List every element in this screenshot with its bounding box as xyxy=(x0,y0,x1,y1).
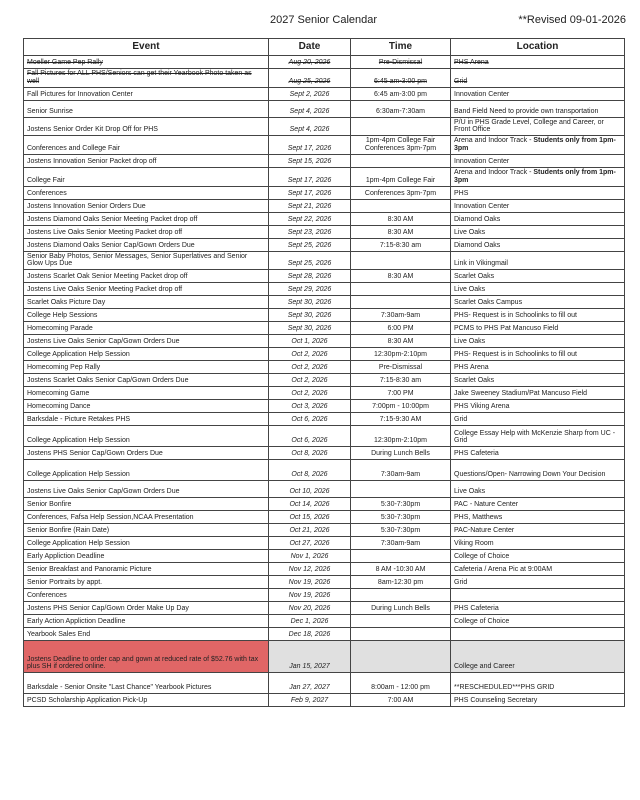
time-cell xyxy=(351,589,451,602)
location-cell: Live Oaks xyxy=(451,283,625,296)
event-cell: Jostens PHS Senior Cap/Gown Orders Due xyxy=(24,447,269,460)
event-cell: Jostens Senior Order Kit Drop Off for PHS xyxy=(24,117,269,136)
revised-date: **Revised 09-01-2026 xyxy=(518,14,626,26)
event-cell: Jostens Scarlet Oaks Senior Cap/Gown Orders Due xyxy=(24,374,269,387)
table-row xyxy=(24,251,625,270)
table-row xyxy=(24,296,625,309)
date-cell: Sept 21, 2026 xyxy=(269,199,351,212)
date-cell: Dec 18, 2026 xyxy=(269,628,351,641)
table-row xyxy=(24,87,625,100)
location-cell: Innovation Center xyxy=(451,154,625,167)
location-cell xyxy=(451,589,625,602)
time-cell xyxy=(351,296,451,309)
time-cell: During Lunch Bells xyxy=(351,447,451,460)
table-row xyxy=(24,374,625,387)
event-cell: Senior Breakfast and Panoramic Picture xyxy=(24,563,269,576)
date-cell: Oct 2, 2026 xyxy=(269,361,351,374)
location-cell: Innovation Center xyxy=(451,199,625,212)
date-cell: Aug 20, 2026 xyxy=(269,56,351,69)
date-cell: Oct 2, 2026 xyxy=(269,374,351,387)
table-row xyxy=(24,69,625,88)
time-cell: 8:30 AM xyxy=(351,335,451,348)
time-cell: Pre-Dismissal xyxy=(351,56,451,69)
time-cell xyxy=(351,550,451,563)
location-cell: Viking Room xyxy=(451,537,625,550)
location-cell: Live Oaks xyxy=(451,225,625,238)
date-cell: Feb 9, 2027 xyxy=(269,694,351,707)
event-cell: Homecoming Dance xyxy=(24,400,269,413)
event-cell: College Fair xyxy=(24,167,269,186)
table-row xyxy=(24,615,625,628)
event-cell: College Application Help Session xyxy=(24,460,269,481)
time-cell xyxy=(351,615,451,628)
location-note: Students only from 1pm-3pm xyxy=(454,137,616,153)
date-cell: Oct 6, 2026 xyxy=(269,426,351,447)
location-column-header: Location xyxy=(451,39,625,56)
date-cell: Oct 3, 2026 xyxy=(269,400,351,413)
time-cell xyxy=(351,154,451,167)
time-cell: 7:15-8:30 am xyxy=(351,238,451,251)
location-cell: Scarlet Oaks Campus xyxy=(451,296,625,309)
event-cell: PCSD Scholarship Application Pick-Up xyxy=(24,694,269,707)
event-cell: Jostens Live Oaks Senior Cap/Gown Orders Due xyxy=(24,481,269,498)
date-cell: Sept 29, 2026 xyxy=(269,283,351,296)
time-cell: 1pm-4pm College Fair Conferences 3pm-7pm xyxy=(351,136,451,155)
time-cell: 8:30 AM xyxy=(351,225,451,238)
table-row xyxy=(24,481,625,498)
time-cell: 6:45 am-3:00 pm xyxy=(351,87,451,100)
time-cell xyxy=(351,481,451,498)
event-cell: Jostens Live Oaks Senior Cap/Gown Orders Due xyxy=(24,335,269,348)
event-column-header: Event xyxy=(24,39,269,56)
time-cell xyxy=(351,628,451,641)
date-cell: Sept 25, 2026 xyxy=(269,251,351,270)
table-row xyxy=(24,167,625,186)
time-cell: Pre-Dismissal xyxy=(351,361,451,374)
location-cell: Live Oaks xyxy=(451,335,625,348)
event-cell: Senior Sunrise xyxy=(24,100,269,117)
time-cell: 8:00am - 12:00 pm xyxy=(351,673,451,694)
time-cell: 7:15-9:30 AM xyxy=(351,413,451,426)
time-cell: 6:45 am-3:00 pm xyxy=(351,69,451,88)
time-cell xyxy=(351,117,451,136)
event-cell: College Application Help Session xyxy=(24,348,269,361)
table-row xyxy=(24,136,625,155)
table-row xyxy=(24,335,625,348)
time-cell: 12:30pm-2:10pm xyxy=(351,426,451,447)
table-row xyxy=(24,673,625,694)
date-cell: Oct 2, 2026 xyxy=(269,387,351,400)
date-cell: Nov 12, 2026 xyxy=(269,563,351,576)
location-cell: Live Oaks xyxy=(451,481,625,498)
table-row xyxy=(24,117,625,136)
table-row xyxy=(24,589,625,602)
time-column-header: Time xyxy=(351,39,451,56)
date-cell: Jan 27, 2027 xyxy=(269,673,351,694)
event-cell: Barksdale - Senior Onsite "Last Chance" Yearbook Pictures xyxy=(24,673,269,694)
table-row xyxy=(24,400,625,413)
time-cell xyxy=(351,251,451,270)
table-row xyxy=(24,387,625,400)
event-cell: Scarlet Oaks Picture Day xyxy=(24,296,269,309)
event-cell: Homecoming Game xyxy=(24,387,269,400)
date-cell: Oct 1, 2026 xyxy=(269,335,351,348)
time-cell: 7:00 PM xyxy=(351,387,451,400)
table-row xyxy=(24,498,625,511)
date-cell: Sept 25, 2026 xyxy=(269,238,351,251)
event-cell: Jostens Innovation Senior Packet drop off xyxy=(24,154,269,167)
table-row xyxy=(24,56,625,69)
event-cell: Jostens Diamond Oaks Senior Meeting Packet drop off xyxy=(24,212,269,225)
date-cell: Sept 4, 2026 xyxy=(269,117,351,136)
event-cell: Early Action Appliction Deadline xyxy=(24,615,269,628)
date-cell: Jan 15, 2027 xyxy=(269,641,351,673)
table-row xyxy=(24,154,625,167)
date-cell: Oct 21, 2026 xyxy=(269,524,351,537)
location-cell: Innovation Center xyxy=(451,87,625,100)
table-row xyxy=(24,100,625,117)
page-header xyxy=(0,14,640,30)
table-row xyxy=(24,563,625,576)
location-cell: PHS Viking Arena xyxy=(451,400,625,413)
location-cell: PHS Arena xyxy=(451,361,625,374)
location-cell: PHS xyxy=(451,186,625,199)
date-cell: Nov 1, 2026 xyxy=(269,550,351,563)
event-cell: Conferences xyxy=(24,186,269,199)
time-cell: 7:00pm - 10:00pm xyxy=(351,400,451,413)
location-cell: PHS- Request is in Schoolinks to fill out xyxy=(451,309,625,322)
event-cell: Conferences xyxy=(24,589,269,602)
table-row xyxy=(24,238,625,251)
location-cell: Grid xyxy=(451,576,625,589)
date-cell: Oct 8, 2026 xyxy=(269,447,351,460)
date-cell: Sept 4, 2026 xyxy=(269,100,351,117)
event-cell: Fall Pictures for Innovation Center xyxy=(24,87,269,100)
table-header-row xyxy=(24,39,625,56)
location-cell: Jake Sweeney Stadium/Pat Mancuso Field xyxy=(451,387,625,400)
date-cell: Sept 17, 2026 xyxy=(269,167,351,186)
event-cell: Senior Bonfire (Rain Date) xyxy=(24,524,269,537)
event-cell: Senior Portraits by appt. xyxy=(24,576,269,589)
location-cell: Diamond Oaks xyxy=(451,212,625,225)
date-cell: Sept 30, 2026 xyxy=(269,322,351,335)
location-cell: PHS, Matthews xyxy=(451,511,625,524)
date-cell: Dec 1, 2026 xyxy=(269,615,351,628)
location-cell: Band Field Need to provide own transportation xyxy=(451,100,625,117)
time-cell: 1pm-4pm College Fair xyxy=(351,167,451,186)
date-cell: Oct 14, 2026 xyxy=(269,498,351,511)
location-cell: Cafeteria / Arena Pic at 9:00AM xyxy=(451,563,625,576)
table-row xyxy=(24,361,625,374)
location-cell: Questions/Open- Narrowing Down Your Decision xyxy=(451,460,625,481)
date-cell: Sept 2, 2026 xyxy=(269,87,351,100)
time-cell: 6:30am-7:30am xyxy=(351,100,451,117)
location-note: Students only from 1pm-3pm xyxy=(454,168,616,184)
table-row xyxy=(24,602,625,615)
table-row xyxy=(24,550,625,563)
date-cell: Oct 27, 2026 xyxy=(269,537,351,550)
event-cell: Jostens PHS Senior Cap/Gown Order Make Up Day xyxy=(24,602,269,615)
time-cell: During Lunch Bells xyxy=(351,602,451,615)
time-cell: 5:30-7:30pm xyxy=(351,524,451,537)
event-cell: College Application Help Session xyxy=(24,537,269,550)
calendar-title: 2027 Senior Calendar xyxy=(270,14,378,26)
time-cell: 12:30pm-2:10pm xyxy=(351,348,451,361)
event-cell: Conferences and College Fair xyxy=(24,136,269,155)
location-cell: Grid xyxy=(451,69,625,88)
time-cell: 8:30 AM xyxy=(351,212,451,225)
table-row xyxy=(24,460,625,481)
location-cell: Scarlet Oaks xyxy=(451,374,625,387)
event-cell: Jostens Live Oaks Senior Meeting Packet drop off xyxy=(24,225,269,238)
location-cell: **RESCHEDULED***PHS GRID xyxy=(451,673,625,694)
event-cell: College Application Help Session xyxy=(24,426,269,447)
time-cell: 8 AM -10:30 AM xyxy=(351,563,451,576)
location-cell: College of Choice xyxy=(451,550,625,563)
time-cell: 6:00 PM xyxy=(351,322,451,335)
time-cell: 7:00 AM xyxy=(351,694,451,707)
senior-calendar-table xyxy=(23,38,625,707)
event-cell: Fall Pictures for ALL PHS/Seniors can get their Yearbook Photo taken as well xyxy=(24,69,269,88)
time-cell: 7:30am-9am xyxy=(351,309,451,322)
table-row xyxy=(24,283,625,296)
date-cell: Oct 8, 2026 xyxy=(269,460,351,481)
table-row xyxy=(24,186,625,199)
table-row xyxy=(24,447,625,460)
event-cell: Homecoming Parade xyxy=(24,322,269,335)
location-cell: Link in Vikingmail xyxy=(451,251,625,270)
location-cell xyxy=(451,167,625,186)
table-row xyxy=(24,348,625,361)
date-cell: Nov 20, 2026 xyxy=(269,602,351,615)
table-row xyxy=(24,694,625,707)
location-text: Arena and Indoor Track - xyxy=(454,137,534,145)
calendar-body xyxy=(24,56,625,707)
location-cell: Grid xyxy=(451,413,625,426)
date-cell: Sept 30, 2026 xyxy=(269,296,351,309)
time-cell: 7:15-8:30 am xyxy=(351,374,451,387)
time-cell: 8am-12:30 pm xyxy=(351,576,451,589)
table-row xyxy=(24,309,625,322)
time-cell: 5:30-7:30pm xyxy=(351,498,451,511)
date-cell: Sept 28, 2026 xyxy=(269,270,351,283)
table-row xyxy=(24,322,625,335)
event-cell: Barksdale - Picture Retakes PHS xyxy=(24,413,269,426)
date-cell: Oct 2, 2026 xyxy=(269,348,351,361)
table-row xyxy=(24,212,625,225)
location-cell: PHS Arena xyxy=(451,56,625,69)
event-cell: Conferences, Fafsa Help Session,NCAA Presentation xyxy=(24,511,269,524)
table-row xyxy=(24,413,625,426)
location-cell: PCMS to PHS Pat Mancuso Field xyxy=(451,322,625,335)
time-cell: 8:30 AM xyxy=(351,270,451,283)
date-cell: Sept 23, 2026 xyxy=(269,225,351,238)
time-cell: 7:30am-9am xyxy=(351,537,451,550)
date-cell: Oct 15, 2026 xyxy=(269,511,351,524)
date-cell: Sept 22, 2026 xyxy=(269,212,351,225)
location-cell: PHS- Request is in Schoolinks to fill out xyxy=(451,348,625,361)
date-cell: Sept 17, 2026 xyxy=(269,186,351,199)
date-column-header: Date xyxy=(269,39,351,56)
time-cell xyxy=(351,283,451,296)
location-cell xyxy=(451,136,625,155)
table-row xyxy=(24,511,625,524)
location-cell: Diamond Oaks xyxy=(451,238,625,251)
location-cell xyxy=(451,628,625,641)
date-cell: Nov 19, 2026 xyxy=(269,589,351,602)
location-cell: College of Choice xyxy=(451,615,625,628)
time-cell xyxy=(351,199,451,212)
time-cell xyxy=(351,641,451,673)
event-cell: Jostens Diamond Oaks Senior Cap/Gown Orders Due xyxy=(24,238,269,251)
table-row xyxy=(24,270,625,283)
event-cell: Jostens Deadline to order cap and gown at reduced rate of $52.76 with tax plus SH if ordered online. xyxy=(24,641,269,673)
event-cell: Early Appliction Deadline xyxy=(24,550,269,563)
date-cell: Sept 17, 2026 xyxy=(269,136,351,155)
event-cell: Jostens Innovation Senior Orders Due xyxy=(24,199,269,212)
event-cell: Jostens Live Oaks Senior Meeting Packet drop off xyxy=(24,283,269,296)
event-cell: Homecoming Pep Rally xyxy=(24,361,269,374)
location-cell: Scarlet Oaks xyxy=(451,270,625,283)
event-cell: Senior Bonfire xyxy=(24,498,269,511)
location-cell: P/U in PHS Grade Level, College and Career, or Front Office xyxy=(451,117,625,136)
table-row xyxy=(24,576,625,589)
location-cell: PHS Counseling Secretary xyxy=(451,694,625,707)
table-row xyxy=(24,537,625,550)
table-row xyxy=(24,225,625,238)
event-cell: Yearbook Sales End xyxy=(24,628,269,641)
date-cell: Nov 19, 2026 xyxy=(269,576,351,589)
time-cell: 5:30-7:30pm xyxy=(351,511,451,524)
date-cell: Oct 6, 2026 xyxy=(269,413,351,426)
location-text: Arena and Indoor Track - xyxy=(454,168,534,176)
time-cell: Conferences 3pm-7pm xyxy=(351,186,451,199)
location-cell: PAC - Nature Center xyxy=(451,498,625,511)
location-cell: College and Career xyxy=(451,641,625,673)
date-cell: Sept 30, 2026 xyxy=(269,309,351,322)
table-row xyxy=(24,199,625,212)
location-cell: PHS Cafeteria xyxy=(451,602,625,615)
date-cell: Sept 15, 2026 xyxy=(269,154,351,167)
location-cell: PHS Cafeteria xyxy=(451,447,625,460)
event-cell: Moeller Game Pep Rally xyxy=(24,56,269,69)
event-cell: Senior Baby Photos, Senior Messages, Senior Superlatives and Senior Glow Ups Due xyxy=(24,251,269,270)
location-cell: PAC-Nature Center xyxy=(451,524,625,537)
event-cell: Jostens Scarlet Oak Senior Meeting Packet drop off xyxy=(24,270,269,283)
table-row xyxy=(24,628,625,641)
location-cell: College Essay Help with McKenzie Sharp from UC - Grid xyxy=(451,426,625,447)
table-row xyxy=(24,426,625,447)
event-cell: College Help Sessions xyxy=(24,309,269,322)
table-row xyxy=(24,641,625,673)
time-cell: 7:30am-9am xyxy=(351,460,451,481)
date-cell: Oct 10, 2026 xyxy=(269,481,351,498)
date-cell: Aug 25, 2026 xyxy=(269,69,351,88)
table-row xyxy=(24,524,625,537)
